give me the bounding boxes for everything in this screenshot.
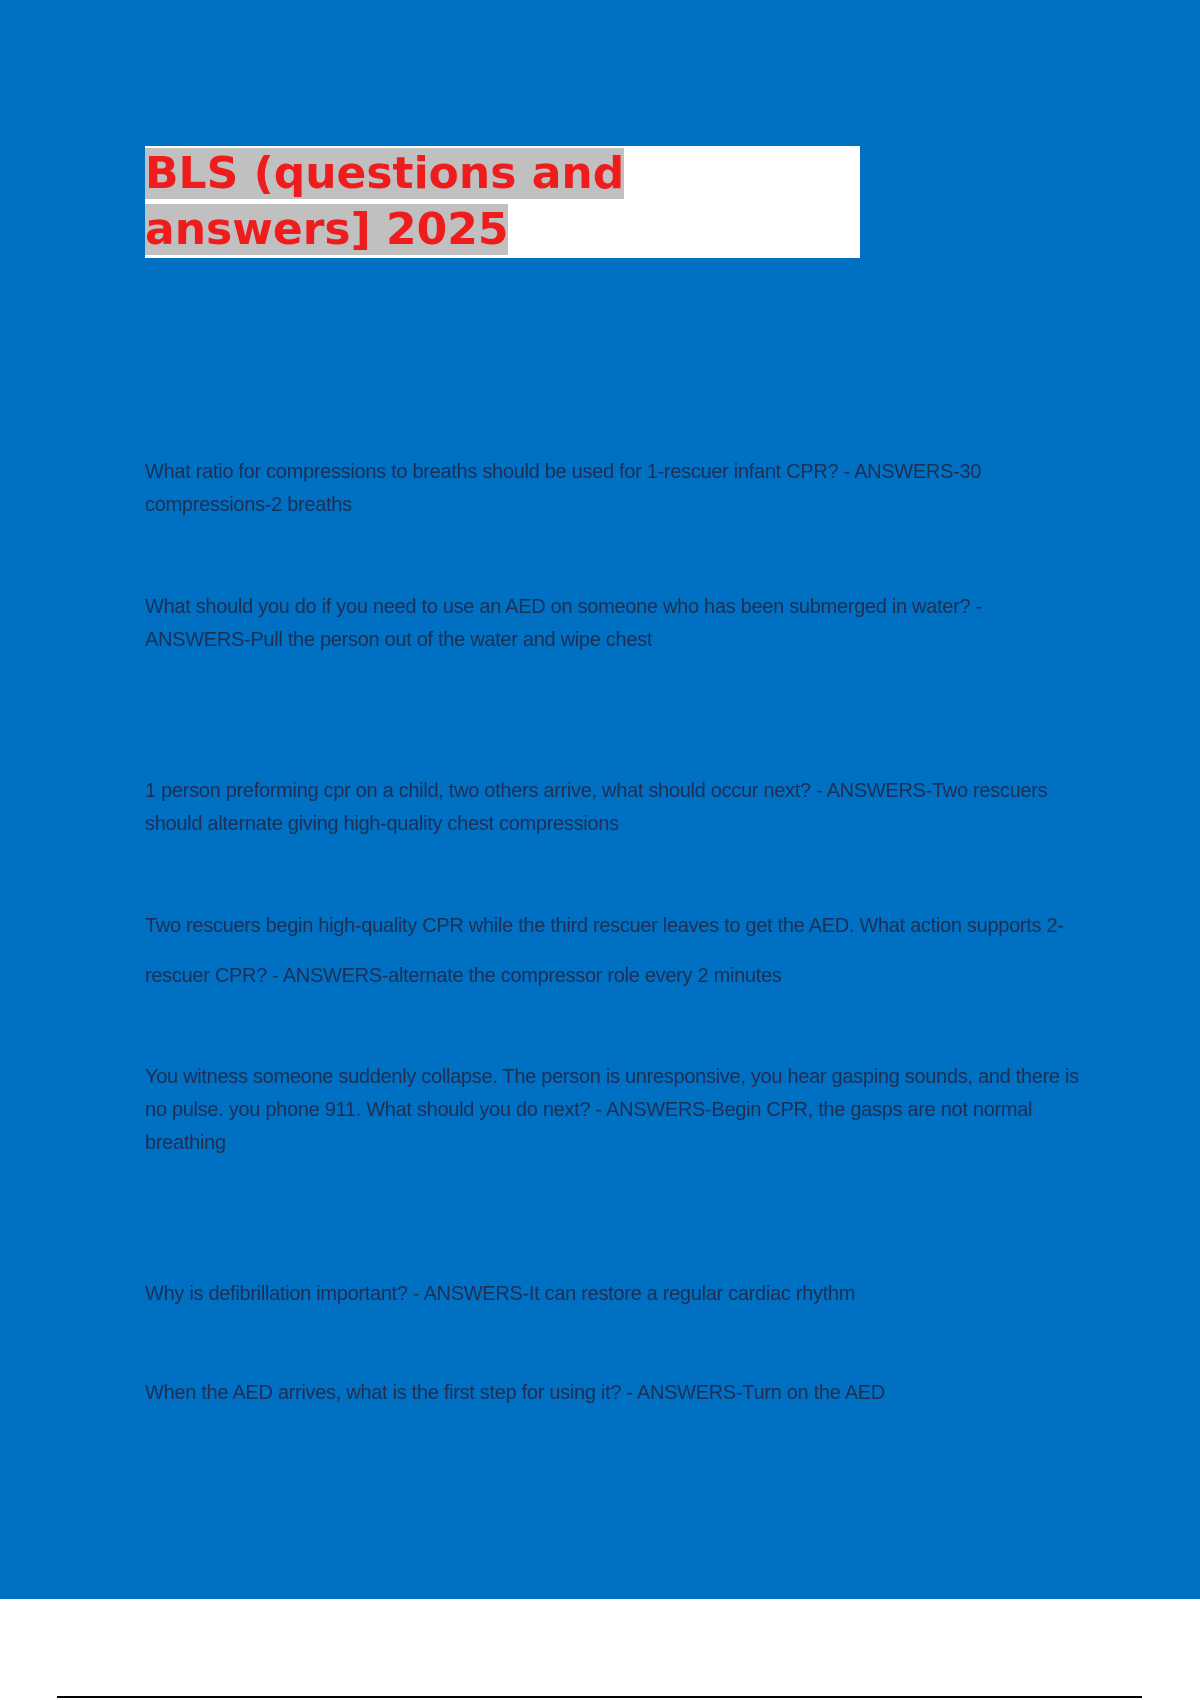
qa-item: When the AED arrives, what is the first step for using it? - ANSWERS-Turn on the AED [145, 1382, 885, 1404]
qa-item: Why is defibrillation important? - ANSWERS-It can restore a regular cardiac rhythm [145, 1283, 856, 1305]
title-line-2: answers] 2025 [145, 204, 509, 255]
qa-item: Two rescuers begin high-quality CPR while the third rescuer leaves to get the AED. What action supports 2-rescuer CPR? - ANSWERS-alternate the compressor role every 2 minutes [145, 915, 1064, 987]
qa-item: What ratio for compressions to breaths should be used for 1-rescuer infant CPR? - ANSWERS-30 compressions-2 breaths [145, 461, 982, 516]
qa-item: You witness someone suddenly collapse. The person is unresponsive, you hear gasping sounds, and there is no pulse. you phone 911. What should you do next? - ANSWERS-Begin CPR, the gasps are not normal breathing [145, 1066, 1079, 1154]
title-line-1: BLS (questions and [145, 148, 625, 199]
qa-item: 1 person preforming cpr on a child, two others arrive, what should occur next? - ANSWERS-Two rescuers should alternate giving high-quality chest compressions [145, 780, 1048, 835]
page-title [145, 146, 624, 258]
footer-rule [57, 1696, 1142, 1698]
qa-item: What should you do if you need to use an AED on someone who has been submerged in water? - ANSWERS-Pull the person out of the water and wipe chest [145, 596, 982, 651]
